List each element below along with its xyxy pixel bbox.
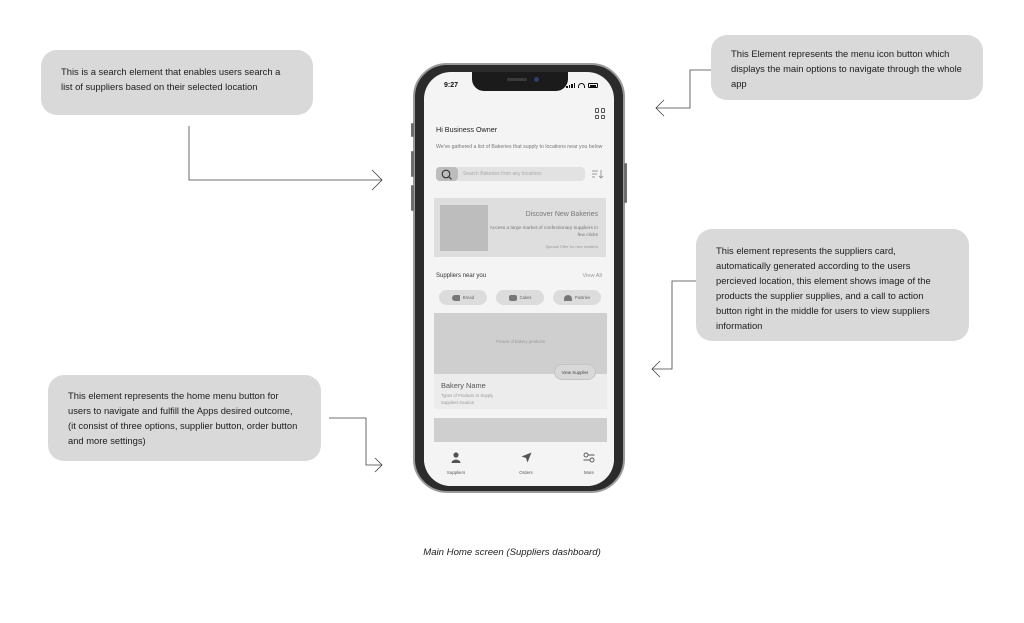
- annotation-supplier-card: [696, 229, 969, 341]
- battery-icon: [588, 83, 598, 88]
- discover-banner[interactable]: [434, 198, 606, 257]
- chip-label: Pastries: [574, 295, 591, 300]
- user-icon: [451, 452, 461, 463]
- annotation-search-text: This is a search element that enables users search a list of suppliers based on their selected location: [61, 66, 281, 92]
- tab-orders[interactable]: [506, 450, 546, 475]
- supplier-card[interactable]: [434, 313, 607, 409]
- navigation-arrow-icon: [521, 452, 532, 463]
- tab-more[interactable]: [569, 450, 609, 475]
- arrow-search-head: [372, 170, 382, 190]
- search-placeholder: Search Bakeries from any locations: [463, 171, 542, 177]
- cake-icon: [509, 295, 517, 301]
- bread-icon: [452, 295, 460, 301]
- discover-image: [440, 205, 488, 251]
- phone-side-button: [411, 123, 414, 137]
- search-icon: [441, 169, 453, 180]
- pastry-icon: [564, 295, 572, 301]
- category-chip-cakes[interactable]: [496, 290, 544, 305]
- section-title: Suppliers near you: [436, 273, 487, 279]
- bakery-types: Types of Products to Supply: [441, 393, 494, 398]
- supplier-image-label: Picture of bakery products: [496, 339, 545, 344]
- discover-subtitle: Access a large market of confectionary suppliers in few clicks: [489, 226, 598, 238]
- settings-toggle-icon: [583, 452, 595, 463]
- category-chip-pastries[interactable]: [553, 290, 601, 305]
- status-time: 9:27: [444, 82, 459, 89]
- arrow-card-head: [652, 361, 660, 377]
- tab-label: More: [583, 470, 594, 475]
- chip-label: Cakes: [519, 295, 532, 300]
- bakery-location: Suppliers location: [441, 400, 475, 405]
- sort-filter-icon[interactable]: [592, 169, 604, 179]
- phone-volume-down: [411, 185, 414, 211]
- bottom-tab-bar: [424, 442, 614, 486]
- phone-notch: [472, 72, 568, 91]
- signal-icon: [566, 83, 575, 88]
- annotation-menu-text: This Element represents the menu icon button which displays the main options to navigate through the whole app: [731, 48, 962, 89]
- greeting-subtitle: We've gathered a list of Bakeries that supply to locations near you below: [436, 144, 603, 150]
- discover-title: Discover New Bakeries: [525, 211, 598, 218]
- menu-grid-icon[interactable]: [595, 108, 606, 119]
- arrow-search: [189, 126, 382, 180]
- arrow-card: [652, 281, 696, 369]
- greeting-title: Hi Business Owner: [436, 125, 498, 134]
- tab-suppliers[interactable]: [436, 450, 476, 475]
- category-chip-bread[interactable]: [439, 290, 487, 305]
- wifi-icon: [578, 83, 585, 88]
- phone-mockup: [413, 63, 625, 493]
- annotation-search: [41, 50, 313, 115]
- search-input[interactable]: [436, 167, 585, 181]
- annotation-home-text: This element represents the home menu button for users to navigate and fulfill the Apps desired outcome, (it consist of three options, supplier button, order button and more settings): [68, 390, 298, 446]
- tab-label: Suppliers: [446, 470, 466, 475]
- arrow-menu: [656, 70, 711, 108]
- arrow-menu-head: [656, 100, 664, 116]
- annotation-menu: [711, 35, 983, 100]
- arrow-home: [329, 418, 382, 465]
- chip-label: Bread: [462, 295, 475, 300]
- figure-caption: Main Home screen (Suppliers dashboard): [423, 547, 601, 558]
- discover-offer: Special Offer for new retailers: [545, 244, 598, 249]
- phone-volume-up: [411, 151, 414, 177]
- phone-power-button: [624, 163, 627, 203]
- search-button[interactable]: [436, 167, 458, 181]
- status-icons: [566, 83, 598, 88]
- arrow-home-head: [375, 458, 382, 472]
- annotation-home-menu: [48, 375, 321, 461]
- annotation-card-text: This element represents the suppliers card, automatically generated according to the users percieved location, this element shows image of the products the supplier supplies, and a call to action button right in the middle for users to view suppliers information: [716, 245, 931, 331]
- view-all-link[interactable]: View All: [582, 273, 602, 279]
- view-supplier-button[interactable]: View Supplier: [554, 364, 596, 380]
- phone-screen: [424, 72, 614, 486]
- tab-label: Orders: [519, 470, 533, 475]
- bakery-name: Bakery Name: [441, 381, 486, 390]
